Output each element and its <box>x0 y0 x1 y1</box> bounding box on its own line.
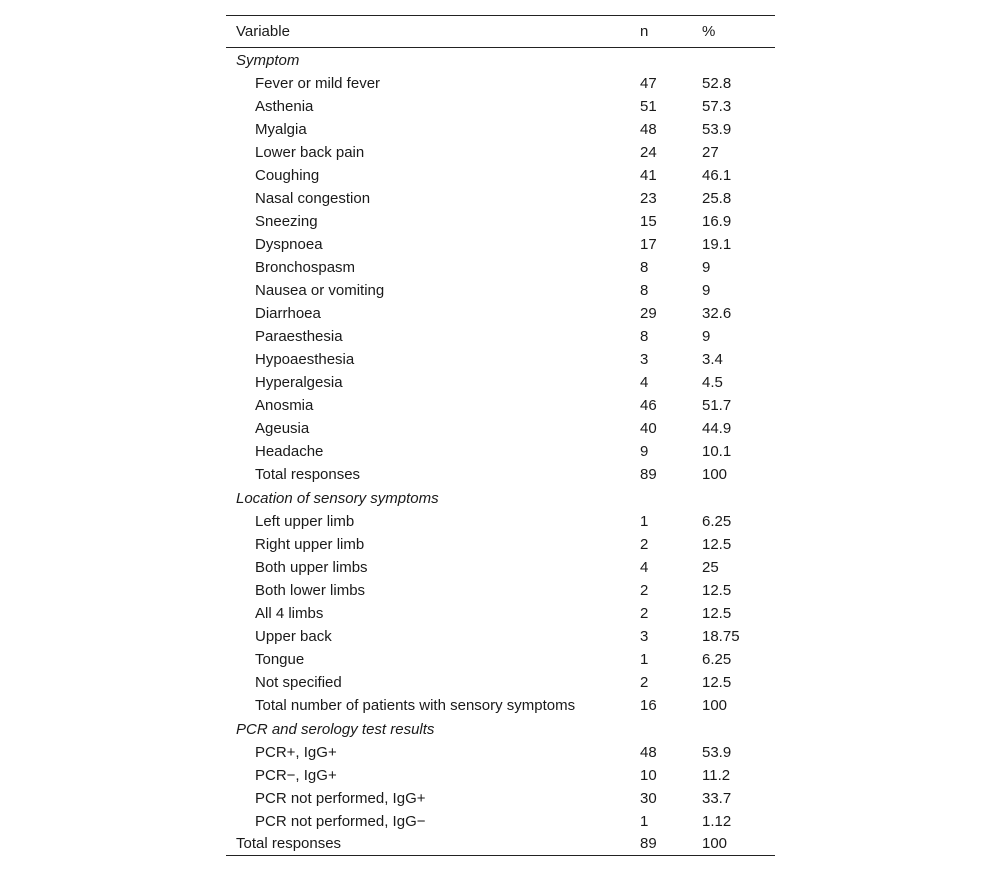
table-row <box>226 556 775 579</box>
row-percent-value: 100 <box>702 465 728 483</box>
row-percent-value: 10.1 <box>702 442 732 460</box>
total-row <box>226 833 775 856</box>
table-row <box>226 141 775 164</box>
table-row <box>226 694 775 717</box>
row-n-value: 10 <box>640 766 657 784</box>
row-percent-value: 19.1 <box>702 235 732 253</box>
row-label: Nausea or vomiting <box>255 281 385 299</box>
row-n-value: 2 <box>640 581 649 599</box>
row-n-value: 23 <box>640 189 657 207</box>
row-n-value: 8 <box>640 281 649 299</box>
row-n-value: 3 <box>640 627 649 645</box>
table-row <box>226 533 775 556</box>
row-n-value: 41 <box>640 166 657 184</box>
row-label: Dyspnoea <box>255 235 323 253</box>
row-label: Total responses <box>255 465 361 483</box>
table-row <box>226 164 775 187</box>
row-label: Not specified <box>255 673 342 691</box>
row-percent-value: 6.25 <box>702 512 732 530</box>
row-label: Fever or mild fever <box>255 74 381 92</box>
table-row <box>226 279 775 302</box>
row-label: Headache <box>255 442 324 460</box>
row-label: Anosmia <box>255 396 314 414</box>
row-n-value: 8 <box>640 327 649 345</box>
table-row <box>226 325 775 348</box>
section-heading-row <box>226 48 775 72</box>
row-n-value: 1 <box>640 812 649 830</box>
table-row <box>226 648 775 671</box>
row-label: PCR+, IgG+ <box>255 743 337 761</box>
row-n-value: 4 <box>640 373 649 391</box>
row-percent-value: 12.5 <box>702 604 732 622</box>
table-row <box>226 394 775 417</box>
row-percent-value: 9 <box>702 258 711 276</box>
header-percent: % <box>702 23 716 40</box>
row-percent-value: 25.8 <box>702 189 732 207</box>
total-label: Total responses <box>236 835 342 853</box>
table-row <box>226 118 775 141</box>
table-row <box>226 787 775 810</box>
row-n-value: 4 <box>640 558 649 576</box>
row-n-value: 9 <box>640 442 649 460</box>
row-n-value: 89 <box>640 465 657 483</box>
row-n-value: 48 <box>640 120 657 138</box>
table-row <box>226 233 775 256</box>
row-label: Myalgia <box>255 120 307 138</box>
row-percent-value: 52.8 <box>702 74 732 92</box>
row-n-value: 1 <box>640 650 649 668</box>
row-n-value: 16 <box>640 696 657 714</box>
row-label: Nasal congestion <box>255 189 371 207</box>
row-label: Tongue <box>255 650 305 668</box>
row-percent-value: 27 <box>702 143 719 161</box>
row-percent-value: 51.7 <box>702 396 732 414</box>
row-percent-value: 16.9 <box>702 212 732 230</box>
row-label: Coughing <box>255 166 320 184</box>
section-heading-row <box>226 486 775 510</box>
table-row <box>226 348 775 371</box>
section-title: Symptom <box>236 52 300 70</box>
row-label: Hyperalgesia <box>255 373 343 391</box>
row-percent-value: 12.5 <box>702 581 732 599</box>
table-row <box>226 417 775 440</box>
row-percent-value: 44.9 <box>702 419 732 437</box>
table-header <box>226 16 775 48</box>
row-n-value: 1 <box>640 512 649 530</box>
row-n-value: 30 <box>640 789 657 807</box>
row-n-value: 40 <box>640 419 657 437</box>
table-row <box>226 741 775 764</box>
row-percent-value: 33.7 <box>702 789 732 807</box>
table-row <box>226 810 775 833</box>
results-table-container <box>226 15 775 856</box>
row-percent-value: 46.1 <box>702 166 732 184</box>
row-label: Bronchospasm <box>255 258 356 276</box>
row-label: Right upper limb <box>255 535 365 553</box>
header-variable: Variable <box>236 23 290 40</box>
row-n-value: 15 <box>640 212 657 230</box>
table-row <box>226 602 775 625</box>
row-label: Sneezing <box>255 212 318 230</box>
row-label: Ageusia <box>255 419 310 437</box>
header-row <box>226 16 775 48</box>
table-row <box>226 256 775 279</box>
row-n-value: 46 <box>640 396 657 414</box>
table-row <box>226 95 775 118</box>
row-label: Left upper limb <box>255 512 355 530</box>
row-label: Both upper limbs <box>255 558 368 576</box>
row-percent-value: 11.2 <box>702 766 731 784</box>
row-label: PCR not performed, IgG− <box>255 812 426 830</box>
row-percent-value: 12.5 <box>702 673 732 691</box>
table-row <box>226 187 775 210</box>
row-label: Diarrhoea <box>255 304 321 322</box>
header-n: n <box>640 23 649 40</box>
table-row <box>226 625 775 648</box>
row-label: Both lower limbs <box>255 581 366 599</box>
row-percent-value: 9 <box>702 327 711 345</box>
section-heading-row <box>226 717 775 741</box>
table-row <box>226 371 775 394</box>
row-percent-value: 3.4 <box>702 350 723 368</box>
results-table <box>226 15 775 856</box>
row-percent-value: 53.9 <box>702 120 732 138</box>
row-n-value: 8 <box>640 258 649 276</box>
row-n-value: 3 <box>640 350 649 368</box>
section-title: PCR and serology test results <box>236 721 435 738</box>
total-percent-value: 100 <box>702 835 728 853</box>
table-body <box>226 48 775 856</box>
table-row <box>226 764 775 787</box>
row-label: Lower back pain <box>255 143 365 161</box>
table-row <box>226 463 775 486</box>
row-label: All 4 limbs <box>255 604 324 622</box>
row-percent-value: 57.3 <box>702 97 732 115</box>
row-percent-value: 53.9 <box>702 743 732 761</box>
row-percent-value: 4.5 <box>702 373 723 391</box>
row-n-value: 29 <box>640 304 657 322</box>
table-row <box>226 210 775 233</box>
row-label: Asthenia <box>255 97 314 115</box>
table-row <box>226 510 775 533</box>
row-percent-value: 100 <box>702 696 728 714</box>
row-label: Total number of patients with sensory symptoms <box>255 696 576 714</box>
table-row <box>226 302 775 325</box>
table-row <box>226 671 775 694</box>
row-n-value: 51 <box>640 97 657 115</box>
row-n-value: 24 <box>640 143 657 161</box>
table-row <box>226 440 775 463</box>
row-n-value: 47 <box>640 74 657 92</box>
row-n-value: 17 <box>640 235 657 253</box>
section-title: Location of sensory symptoms <box>236 490 439 507</box>
row-label: Paraesthesia <box>255 327 343 345</box>
row-percent-value: 1.12 <box>702 812 732 830</box>
row-n-value: 2 <box>640 673 649 691</box>
table-row <box>226 579 775 602</box>
table-row <box>226 72 775 95</box>
row-label: Upper back <box>255 627 332 645</box>
row-percent-value: 12.5 <box>702 535 732 553</box>
row-label: PCR not performed, IgG+ <box>255 789 426 807</box>
row-percent-value: 18.75 <box>702 627 740 645</box>
row-n-value: 48 <box>640 743 657 761</box>
row-n-value: 2 <box>640 535 649 553</box>
row-label: Hypoaesthesia <box>255 350 355 368</box>
row-percent-value: 25 <box>702 558 719 576</box>
row-percent-value: 9 <box>702 281 711 299</box>
row-n-value: 2 <box>640 604 649 622</box>
row-label: PCR−, IgG+ <box>255 766 337 784</box>
row-percent-value: 32.6 <box>702 304 732 322</box>
total-n-value: 89 <box>640 835 657 853</box>
row-percent-value: 6.25 <box>702 650 732 668</box>
